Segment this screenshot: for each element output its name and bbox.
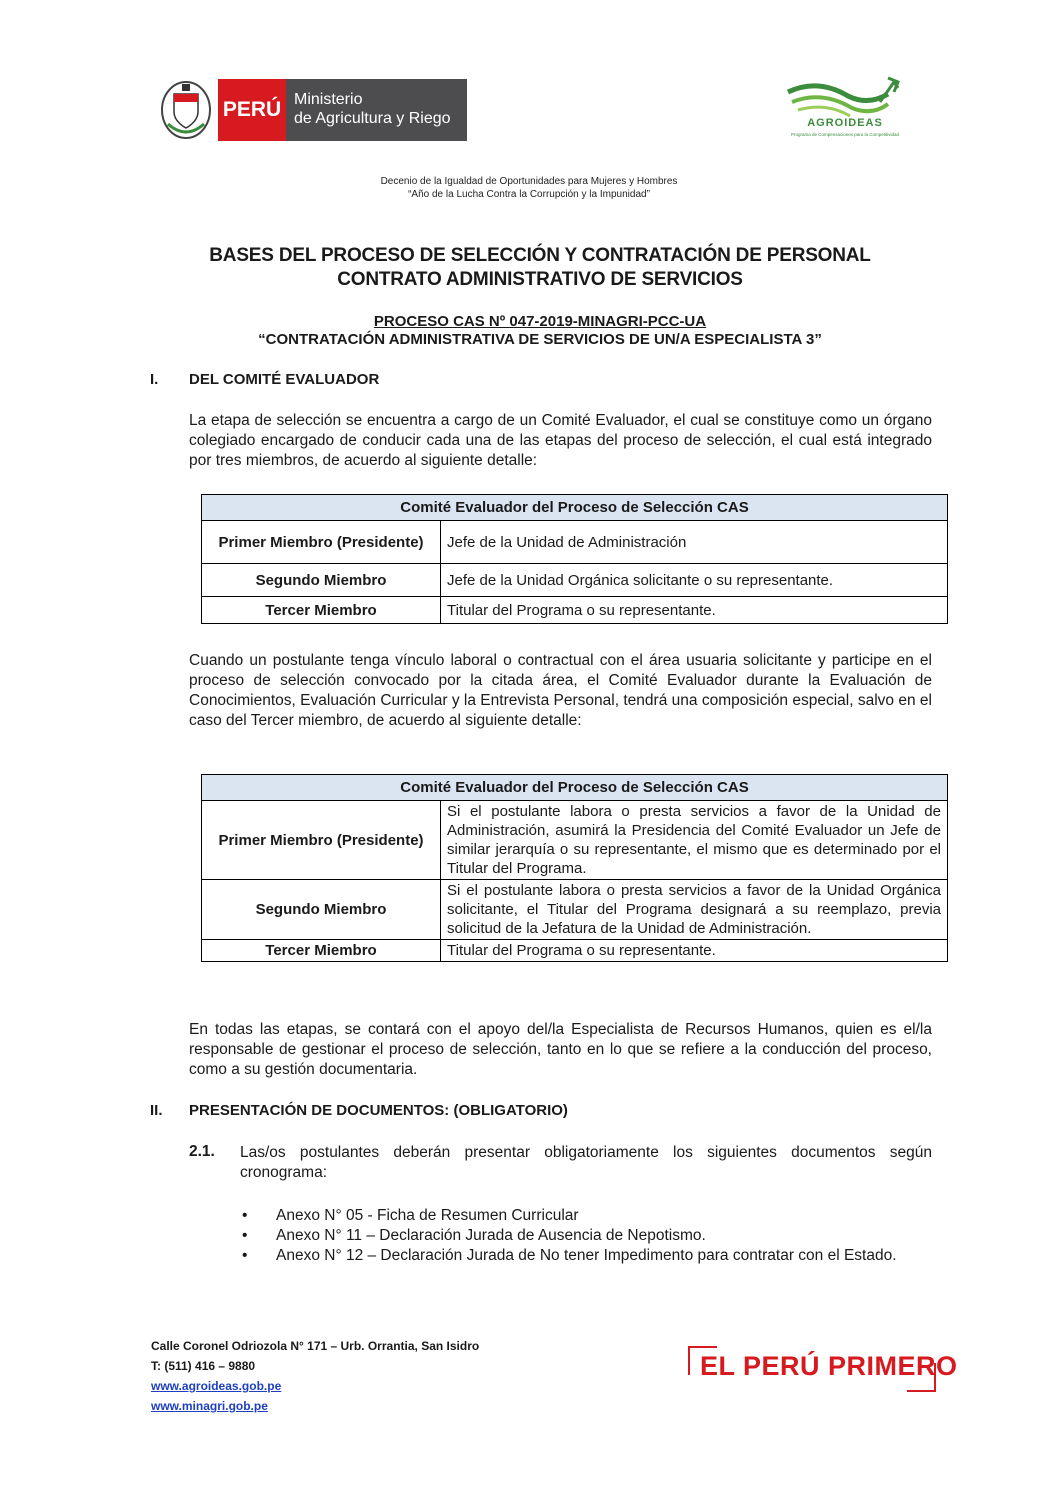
table-1-role-2: Segundo Miembro: [202, 564, 441, 597]
list-item: [240, 1226, 932, 1246]
item-2-1-text: Las/os postulantes deberán presentar obligatoriamente los siguientes documentos según cronograma:: [240, 1144, 932, 1181]
table-row: [202, 564, 948, 597]
agroideas-name: AGROIDEAS: [807, 117, 883, 129]
table-1-desc-1: Jefe de la Unidad de Administración: [441, 521, 948, 564]
annex-item-2: Anexo N° 11 – Declaración Jurada de Ausencia de Nepotismo.: [276, 1227, 706, 1244]
table-2-desc-2: Si el postulante labora o presta servicios a favor de la Unidad Orgánica solicitante, el Titular del Programa designará a su reemplazo, previa solicitud de la Jefatura de la Unidad de Administración.: [441, 880, 948, 940]
support-text: En todas las etapas, se contará con el apoyo del/la Especialista de Recursos Humanos, quien es el/la responsable de gestionar el proceso de selección, tanto en lo que se refiere a la conducción del proceso, como a su gestión documentaria.: [189, 1021, 932, 1078]
page-header: [0, 0, 1058, 170]
agroideas-tagline: Programa de Compensaciones para la Competitividad: [790, 132, 900, 137]
table-2-header: Comité Evaluador del Proceso de Selección CAS: [202, 775, 948, 801]
process-code-text: PROCESO CAS Nº 047-2019-MINAGRI-PCC-UA: [373, 313, 707, 330]
section-1-title: DEL COMITÉ EVALUADOR: [189, 371, 380, 388]
page-footer: [151, 1336, 479, 1416]
item-2-1-number: 2.1.: [189, 1143, 215, 1160]
footer-link-minagri[interactable]: www.minagri.gob.pe: [151, 1399, 268, 1413]
peru-label: PERÚ: [222, 98, 282, 121]
table-2-desc-3: Titular del Programa o su representante.: [441, 940, 948, 962]
section-2-number: II.: [150, 1102, 163, 1119]
table-1-role-3: Tercer Miembro: [202, 597, 441, 624]
table-1-desc-3: Titular del Programa o su representante.: [441, 597, 948, 624]
table-row: [202, 940, 948, 962]
section-2-title: PRESENTACIÓN DE DOCUMENTOS: (OBLIGATORIO): [189, 1102, 568, 1119]
committee-table-1: [201, 494, 948, 624]
table-row: [202, 597, 948, 624]
list-item: [240, 1246, 932, 1266]
table-2-role-2: Segundo Miembro: [202, 880, 441, 940]
footer-phone: T: (511) 416 – 9880: [151, 1359, 256, 1373]
ministry-line1: Ministerio: [294, 91, 363, 108]
table-1-role-1: Primer Miembro (Presidente): [202, 521, 441, 564]
table-2-role-3: Tercer Miembro: [202, 940, 441, 962]
bullet-icon: •: [242, 1227, 248, 1244]
document-title-line1: BASES DEL PROCESO DE SELECCIÓN Y CONTRATACIÓN DE PERSONAL: [209, 245, 871, 266]
table-row: [202, 521, 948, 564]
committee-table-2: [201, 774, 948, 962]
annex-list: [240, 1206, 932, 1266]
process-name: “CONTRATACIÓN ADMINISTRATIVA DE SERVICIOS DE UN/A ESPECIALISTA 3”: [258, 331, 822, 348]
table-row: [202, 801, 948, 880]
annex-item-1: Anexo N° 05 - Ficha de Resumen Curricular: [276, 1207, 579, 1224]
bullet-icon: •: [242, 1207, 248, 1224]
table-2-role-1: Primer Miembro (Presidente): [202, 801, 441, 880]
decenio-line-2: “Año de la Lucha Contra la Corrupción y la Impunidad”: [408, 189, 650, 200]
ministry-brand-box: [286, 79, 467, 141]
bullet-icon: •: [242, 1247, 248, 1264]
document-title-line2: CONTRATO ADMINISTRATIVO DE SERVICIOS: [337, 269, 743, 290]
peru-brand-box: [218, 79, 286, 141]
slogan-text: EL PERÚ PRIMERO: [700, 1351, 958, 1381]
table-1-header: Comité Evaluador del Proceso de Selección CAS: [202, 495, 948, 521]
footer-address: Calle Coronel Odriozola N° 171 – Urb. Orrantia, San Isidro: [151, 1339, 480, 1353]
ministry-line2: de Agricultura y Riego: [294, 110, 451, 127]
coat-of-arms-icon: [160, 80, 212, 140]
table-row: [202, 880, 948, 940]
table-1-desc-2: Jefe de la Unidad Orgánica solicitante o su representante.: [441, 564, 948, 597]
section-1-number: I.: [150, 371, 159, 388]
decenio-line-1: Decenio de la Igualdad de Oportunidades para Mujeres y Hombres: [380, 176, 678, 187]
annex-item-3: Anexo N° 12 – Declaración Jurada de No tener Impedimento para contratar con el Estado.: [276, 1247, 897, 1264]
special-composition-text: Cuando un postulante tenga vínculo laboral o contractual con el área usuaria solicitante y participe en el proceso de selección convocado por la citada área, el Comité Evaluador durante la Evaluación de Conocimientos, Evaluación Curricular y la Entrevista Personal, tendrá una composición especial, salvo en el caso del Tercer miembro, de acuerdo al siguiente detalle:: [189, 652, 932, 729]
list-item: [240, 1206, 932, 1226]
footer-link-agroideas[interactable]: www.agroideas.gob.pe: [151, 1379, 282, 1393]
process-code: [0, 313, 1058, 330]
section-1-intro: La etapa de selección se encuentra a cargo de un Comité Evaluador, el cual se constituye como un órgano colegiado encargado de conducir cada una de las etapas del proceso de selección, el cual está integrado por tres miembros, de acuerdo al siguiente detalle:: [189, 412, 932, 469]
table-2-desc-1: Si el postulante labora o presta servicios a favor de la Unidad de Administración, asumirá la Presidencia del Comité Evaluador un Jefe de similar jerarquía o su representante, el mismo que es determinado por el Titular del Programa.: [441, 801, 948, 880]
